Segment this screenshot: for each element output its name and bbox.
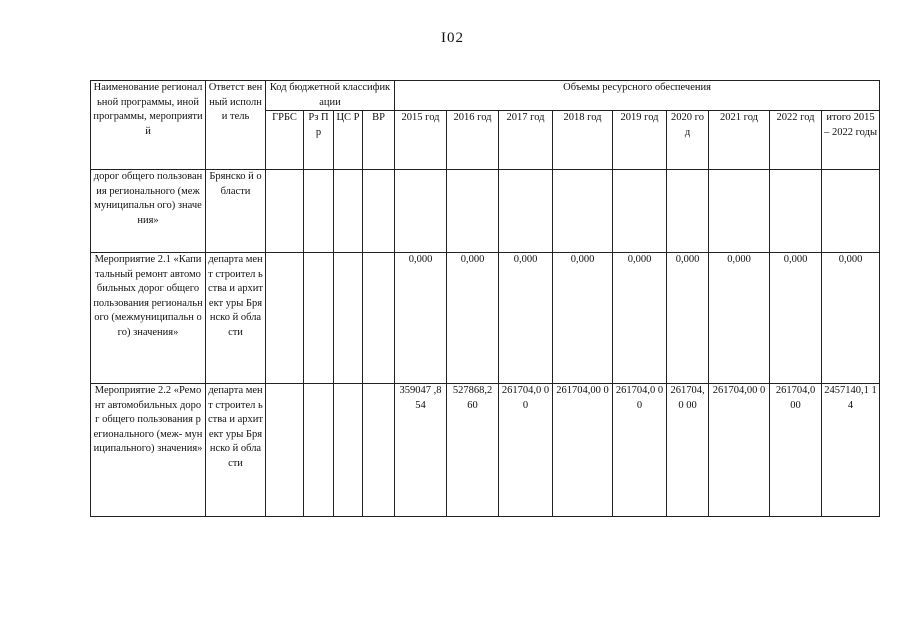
code-cell: [334, 253, 363, 384]
code-cell: [334, 384, 363, 517]
value-cell: [447, 170, 499, 253]
value-cell: [667, 170, 709, 253]
row-name: Мероприятие 2.1 «Капитальный ремонт автомобильных дорог общего пользования регионального (межмуниципальн ого) значения»: [91, 253, 206, 384]
value-cell: 261704,0 00: [667, 384, 709, 517]
value-cell: 0,000: [553, 253, 613, 384]
header-year-2017: 2017 год: [499, 111, 553, 170]
header-year-2020: 2020 год: [667, 111, 709, 170]
row-executor: департа мент строител ьства и архитект уры Брянско й области: [206, 384, 266, 517]
header-executor: Ответст венный исполни тель: [206, 81, 266, 170]
value-cell: 0,000: [499, 253, 553, 384]
value-cell: 0,000: [395, 253, 447, 384]
code-cell: [304, 170, 334, 253]
value-cell: 2457140,1 14: [822, 384, 880, 517]
header-resources: Объемы ресурсного обеспечения: [395, 81, 880, 111]
header-year-2016: 2016 год: [447, 111, 499, 170]
value-cell: 261704,0 00: [770, 384, 822, 517]
header-total: итого 2015 – 2022 годы: [822, 111, 880, 170]
row-executor: Брянско й области: [206, 170, 266, 253]
code-cell: [266, 170, 304, 253]
value-cell: 527868,2 60: [447, 384, 499, 517]
value-cell: 0,000: [770, 253, 822, 384]
value-cell: 261704,00 0: [553, 384, 613, 517]
header-code-csr: ЦС Р: [334, 111, 363, 170]
header-year-2015: 2015 год: [395, 111, 447, 170]
value-cell: 261704,00 0: [709, 384, 770, 517]
header-budget-code: Код бюджетной классификации: [266, 81, 395, 111]
value-cell: [613, 170, 667, 253]
header-code-grbs: ГРБС: [266, 111, 304, 170]
value-cell: [395, 170, 447, 253]
value-cell: 0,000: [709, 253, 770, 384]
row-name: дорог общего пользования регионального (межмуниципальн ого) значения»: [91, 170, 206, 253]
value-cell: [822, 170, 880, 253]
resource-table: [90, 80, 880, 517]
code-cell: [363, 253, 395, 384]
value-cell: [770, 170, 822, 253]
code-cell: [363, 170, 395, 253]
table-row: [91, 384, 880, 517]
value-cell: [499, 170, 553, 253]
value-cell: [709, 170, 770, 253]
code-cell: [304, 384, 334, 517]
value-cell: 261704,0 00: [499, 384, 553, 517]
code-cell: [334, 170, 363, 253]
code-cell: [266, 253, 304, 384]
header-year-2022: 2022 год: [770, 111, 822, 170]
code-cell: [266, 384, 304, 517]
value-cell: 261704,0 00: [613, 384, 667, 517]
header-year-2019: 2019 год: [613, 111, 667, 170]
header-code-rzpr: Рз Пр: [304, 111, 334, 170]
row-executor: департа мент строител ьства и архитект уры Брянско й области: [206, 253, 266, 384]
value-cell: 359047 ,854: [395, 384, 447, 517]
value-cell: 0,000: [667, 253, 709, 384]
value-cell: [553, 170, 613, 253]
header-name: Наименование региональной программы, иной программы, мероприятий: [91, 81, 206, 170]
value-cell: 0,000: [447, 253, 499, 384]
header-year-2021: 2021 год: [709, 111, 770, 170]
page-number: I02: [441, 30, 464, 46]
table-row: [91, 170, 880, 253]
code-cell: [363, 384, 395, 517]
code-cell: [304, 253, 334, 384]
value-cell: 0,000: [613, 253, 667, 384]
table-row: [91, 253, 880, 384]
header-year-2018: 2018 год: [553, 111, 613, 170]
value-cell: 0,000: [822, 253, 880, 384]
row-name: Мероприятие 2.2 «Ремонт автомобильных дорог общего пользования регионального (меж- муниципального) значения»: [91, 384, 206, 517]
header-code-vr: ВР: [363, 111, 395, 170]
